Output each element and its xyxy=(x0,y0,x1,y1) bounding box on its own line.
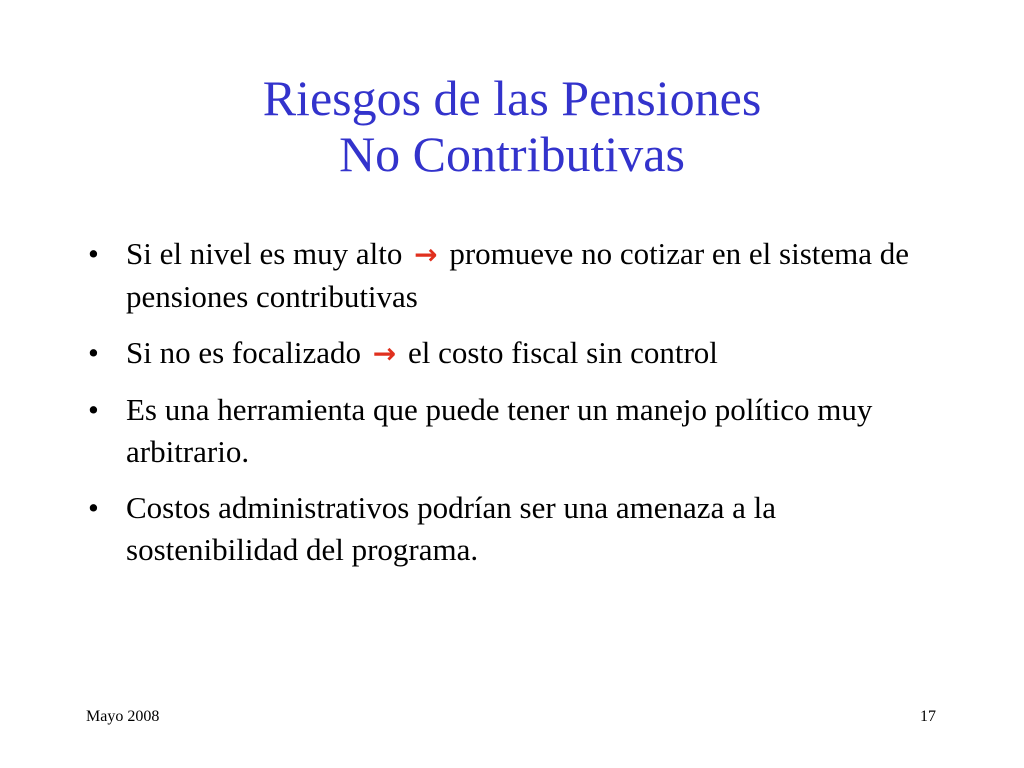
bullet-text-after: promueve no cotizar en el sistema de pensiones contributivas xyxy=(126,236,910,314)
bullet-text: Costos administrativos podrían ser una amenaza a la sostenibilidad del programa. xyxy=(126,490,776,567)
footer-page-number: 17 xyxy=(920,708,936,725)
right-arrow-icon: → xyxy=(414,238,438,271)
slide-title xyxy=(0,70,1024,182)
bullet-marker: • xyxy=(88,490,99,525)
bullet-item-1 xyxy=(88,233,948,318)
bullet-item-3 xyxy=(88,389,948,473)
bullet-marker: • xyxy=(88,392,99,427)
right-arrow-icon: → xyxy=(372,337,397,370)
footer-date: Mayo 2008 xyxy=(86,708,160,725)
bullet-text: Es una herramienta que puede tener un manejo político muy arbitrario. xyxy=(126,392,873,469)
bullet-item-4 xyxy=(88,487,948,571)
bullet-text-after: el costo fiscal sin control xyxy=(407,335,718,370)
title-line-1: Riesgos de las Pensiones xyxy=(262,70,762,126)
bullet-list xyxy=(88,233,948,585)
title-line-2: No Contributivas xyxy=(339,126,685,182)
bullet-marker: • xyxy=(88,236,99,271)
bullet-marker: • xyxy=(88,335,99,370)
bullet-item-2 xyxy=(88,332,948,375)
bullet-text-before: Si no es focalizado xyxy=(126,335,362,370)
bullet-text-before: Si el nivel es muy alto xyxy=(126,236,403,271)
